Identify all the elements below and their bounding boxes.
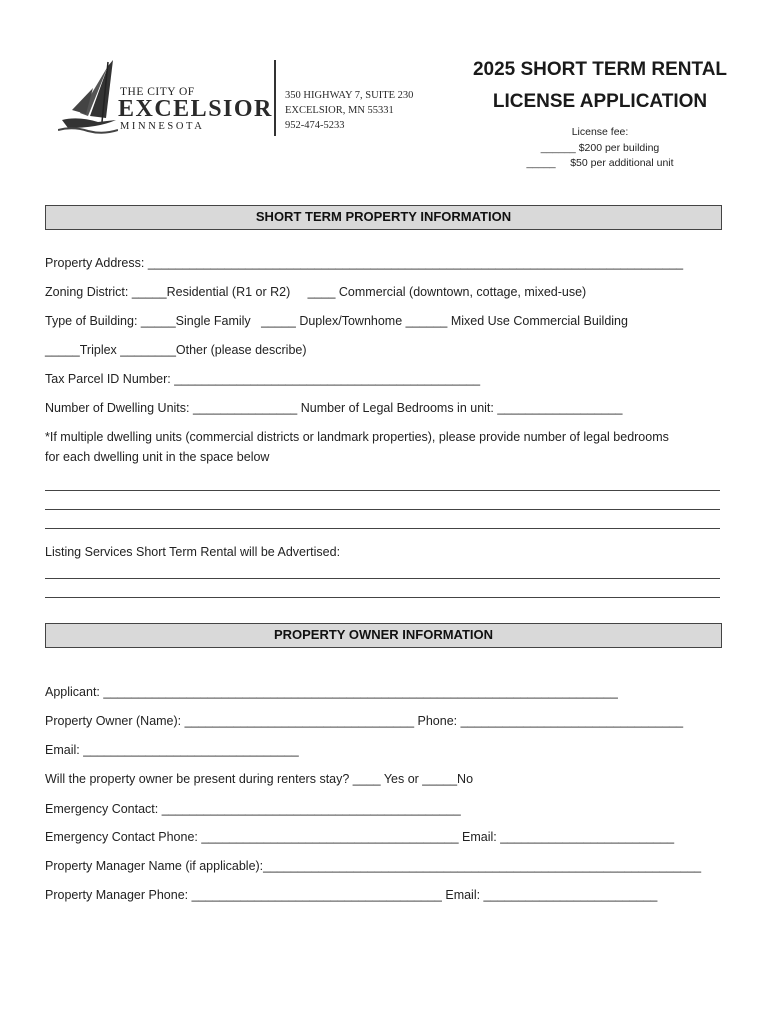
listing-services-label: Listing Services Short Term Rental will be Advertised: bbox=[45, 545, 341, 559]
section-heading-owner: PROPERTY OWNER INFORMATION bbox=[45, 623, 722, 648]
city-name: EXCELSIOR bbox=[118, 96, 273, 122]
fee-option-building[interactable]: ______ $200 per building bbox=[540, 141, 660, 154]
tax-parcel-field[interactable]: Tax Parcel ID Number: ____________________________________________ bbox=[45, 372, 481, 386]
listing-line-1[interactable] bbox=[45, 578, 720, 579]
property-owner-field[interactable]: Property Owner (Name): _________________________________ Phone: ________________________________ bbox=[45, 714, 684, 728]
city-address bbox=[285, 88, 413, 133]
section-heading-property: SHORT TERM PROPERTY INFORMATION bbox=[45, 205, 722, 230]
dwelling-units-field[interactable]: Number of Dwelling Units: _______________ Number of Legal Bedrooms in unit: __________________ bbox=[45, 401, 623, 415]
header-divider bbox=[274, 60, 276, 136]
owner-email-field[interactable]: Email: _______________________________ bbox=[45, 743, 299, 757]
city-phone: 952-474-5233 bbox=[285, 120, 345, 131]
zoning-district-field[interactable]: Zoning District: _____Residential (R1 or R2) ____ Commercial (downtown, cottage, mixed-use) bbox=[45, 285, 587, 299]
manager-phone-field[interactable]: Property Manager Phone: ____________________________________ Email: _________________________ bbox=[45, 888, 658, 902]
manager-name-field[interactable]: Property Manager Name (if applicable):_______________________________________________________________ bbox=[45, 859, 702, 873]
city-the-text: THE CITY OF bbox=[120, 86, 195, 98]
property-address-field[interactable]: Property Address: _____________________________________________________________________________ bbox=[45, 256, 684, 270]
owner-present-field[interactable]: Will the property owner be present during renters stay? ____ Yes or _____No bbox=[45, 772, 474, 786]
city-logo bbox=[58, 58, 273, 138]
bedrooms-line-2[interactable] bbox=[45, 509, 720, 510]
sailboat-icon bbox=[58, 58, 118, 138]
license-fee bbox=[470, 125, 730, 172]
building-type-field-2[interactable]: _____Triplex ________Other (please describe) bbox=[45, 343, 307, 357]
fee-option-unit[interactable]: _____ $50 per additional unit bbox=[526, 157, 674, 169]
city-state: MINNESOTA bbox=[120, 121, 205, 132]
title-line-1: 2025 SHORT TERM RENTAL bbox=[472, 59, 728, 80]
emergency-contact-field[interactable]: Emergency Contact: ___________________________________________ bbox=[45, 802, 461, 816]
fee-label: License fee: bbox=[571, 126, 629, 138]
bedrooms-line-3[interactable] bbox=[45, 528, 720, 529]
applicant-field[interactable]: Applicant: __________________________________________________________________________ bbox=[45, 685, 618, 699]
form-title bbox=[455, 54, 745, 118]
building-type-field[interactable]: Type of Building: _____Single Family _____ Duplex/Townhome ______ Mixed Use Commercial Building bbox=[45, 314, 628, 328]
multi-unit-note-1: *If multiple dwelling units (commercial districts or landmark properties), please provide number of legal bedrooms bbox=[45, 430, 669, 444]
address-line-1: 350 HIGHWAY 7, SUITE 230 bbox=[285, 90, 414, 101]
multi-unit-note-2: for each dwelling unit in the space below bbox=[45, 450, 270, 464]
bedrooms-line-1[interactable] bbox=[45, 490, 720, 491]
emergency-phone-field[interactable]: Emergency Contact Phone: _____________________________________ Email: _________________________ bbox=[45, 830, 675, 844]
address-line-2: EXCELSIOR, MN 55331 bbox=[285, 105, 394, 116]
listing-line-2[interactable] bbox=[45, 597, 720, 598]
title-line-2: LICENSE APPLICATION bbox=[492, 91, 708, 112]
